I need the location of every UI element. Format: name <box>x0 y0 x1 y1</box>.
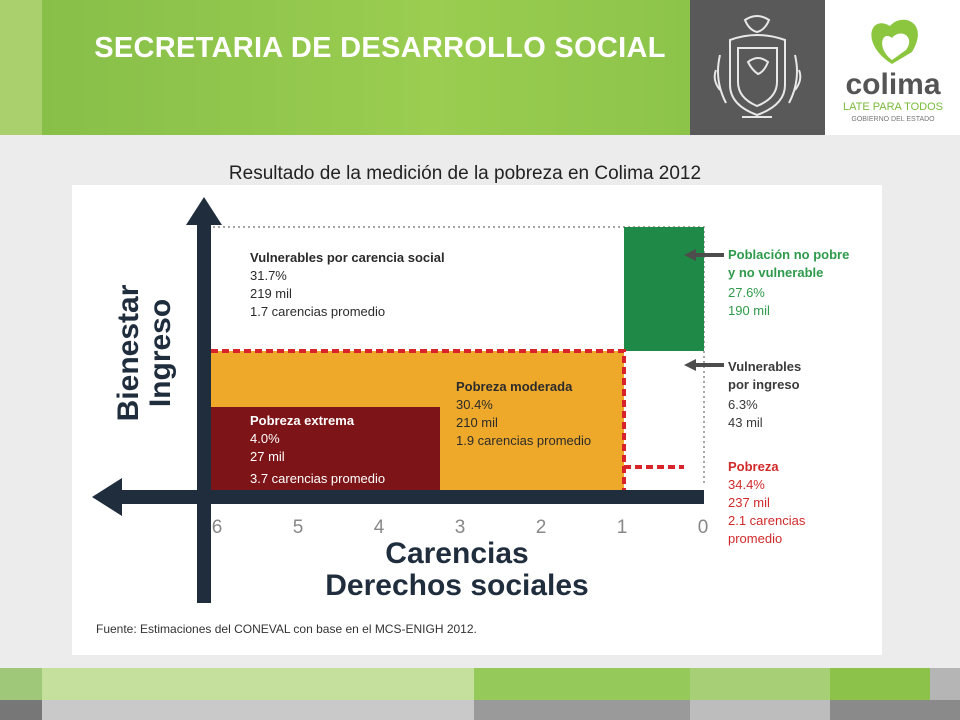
svg-text:2.1 carencias: 2.1 carencias <box>728 513 806 528</box>
logo-sub: GOBIERNO DEL ESTADO <box>851 116 935 123</box>
x-axis-label-2: Derechos sociales <box>325 569 589 602</box>
callout-no-pobre <box>728 247 849 318</box>
heart-logo-icon <box>871 20 917 64</box>
svg-text:Población no pobre: Población no pobre <box>728 247 850 262</box>
svg-text:promedio: promedio <box>728 531 783 546</box>
diagram-panel <box>72 185 882 655</box>
svg-text:Pobreza: Pobreza <box>728 459 779 474</box>
logo-tagline: LATE PARA TODOS <box>842 101 944 113</box>
svg-text:27 mil: 27 mil <box>250 449 285 464</box>
y-axis-label-1: Bienestar <box>112 284 145 422</box>
svg-text:Pobreza extrema: Pobreza extrema <box>250 413 355 428</box>
header-title-band <box>42 0 690 135</box>
coat-of-arms-icon <box>690 0 825 135</box>
svg-text:210 mil: 210 mil <box>456 415 498 430</box>
y-axis-label-2: Ingreso <box>144 298 177 408</box>
svg-text:34.4%: 34.4% <box>728 477 765 492</box>
footer-gray-band <box>0 700 960 720</box>
svg-text:30.4%: 30.4% <box>456 397 493 412</box>
x-tick: 4 <box>373 517 385 538</box>
x-ticks <box>212 517 709 538</box>
svg-text:Vulnerables: Vulnerables <box>728 359 802 374</box>
header <box>0 0 960 135</box>
poverty-diagram <box>72 185 882 655</box>
svg-text:27.6%: 27.6% <box>728 285 765 300</box>
x-tick: 2 <box>535 517 547 538</box>
callout-vulnerables-ingreso <box>728 359 801 430</box>
x-tick: 5 <box>292 517 304 538</box>
svg-text:3.7 carencias promedio: 3.7 carencias promedio <box>250 471 386 486</box>
svg-text:1.7 carencias promedio: 1.7 carencias promedio <box>250 304 386 319</box>
page-title: SECRETARIA DE DESARROLLO SOCIAL <box>94 32 666 64</box>
svg-text:4.0%: 4.0% <box>250 431 280 446</box>
svg-text:6.3%: 6.3% <box>728 397 758 412</box>
chart-caption: Resultado de la medición de la pobreza en Colima 2012 <box>228 163 702 184</box>
x-axis <box>110 490 704 504</box>
vulnerables-carencia-text <box>250 250 445 319</box>
svg-text:Pobreza moderada: Pobreza moderada <box>456 379 573 394</box>
x-tick: 1 <box>616 517 628 538</box>
y-axis-arrow <box>186 197 222 225</box>
x-axis-arrow <box>92 478 122 516</box>
svg-text:por ingreso: por ingreso <box>728 377 800 392</box>
x-tick: 0 <box>697 517 709 538</box>
svg-text:219 mil: 219 mil <box>250 286 292 301</box>
logo-name: colima <box>845 68 941 101</box>
colima-logo <box>830 4 956 131</box>
seal-panel <box>690 0 825 135</box>
svg-text:y no vulnerable: y no vulnerable <box>728 265 824 280</box>
svg-text:43 mil: 43 mil <box>728 415 763 430</box>
header-accent-stripe <box>0 0 42 135</box>
x-tick: 3 <box>454 517 466 538</box>
source-note: Fuente: Estimaciones del CONEVAL con base en el MCS-ENIGH 2012. <box>96 622 477 636</box>
footer-band <box>0 668 960 700</box>
svg-text:237 mil: 237 mil <box>728 495 770 510</box>
svg-text:190 mil: 190 mil <box>728 303 770 318</box>
x-tick: 6 <box>211 517 223 538</box>
svg-text:Vulnerables por carencia socia: Vulnerables por carencia social <box>250 250 445 265</box>
no-pobre-block <box>624 227 704 351</box>
x-axis-label-1: Carencias <box>385 537 529 570</box>
y-axis <box>197 213 211 603</box>
svg-text:31.7%: 31.7% <box>250 268 287 283</box>
svg-text:1.9 carencias promedio: 1.9 carencias promedio <box>456 433 592 448</box>
callout-pobreza <box>728 459 806 546</box>
